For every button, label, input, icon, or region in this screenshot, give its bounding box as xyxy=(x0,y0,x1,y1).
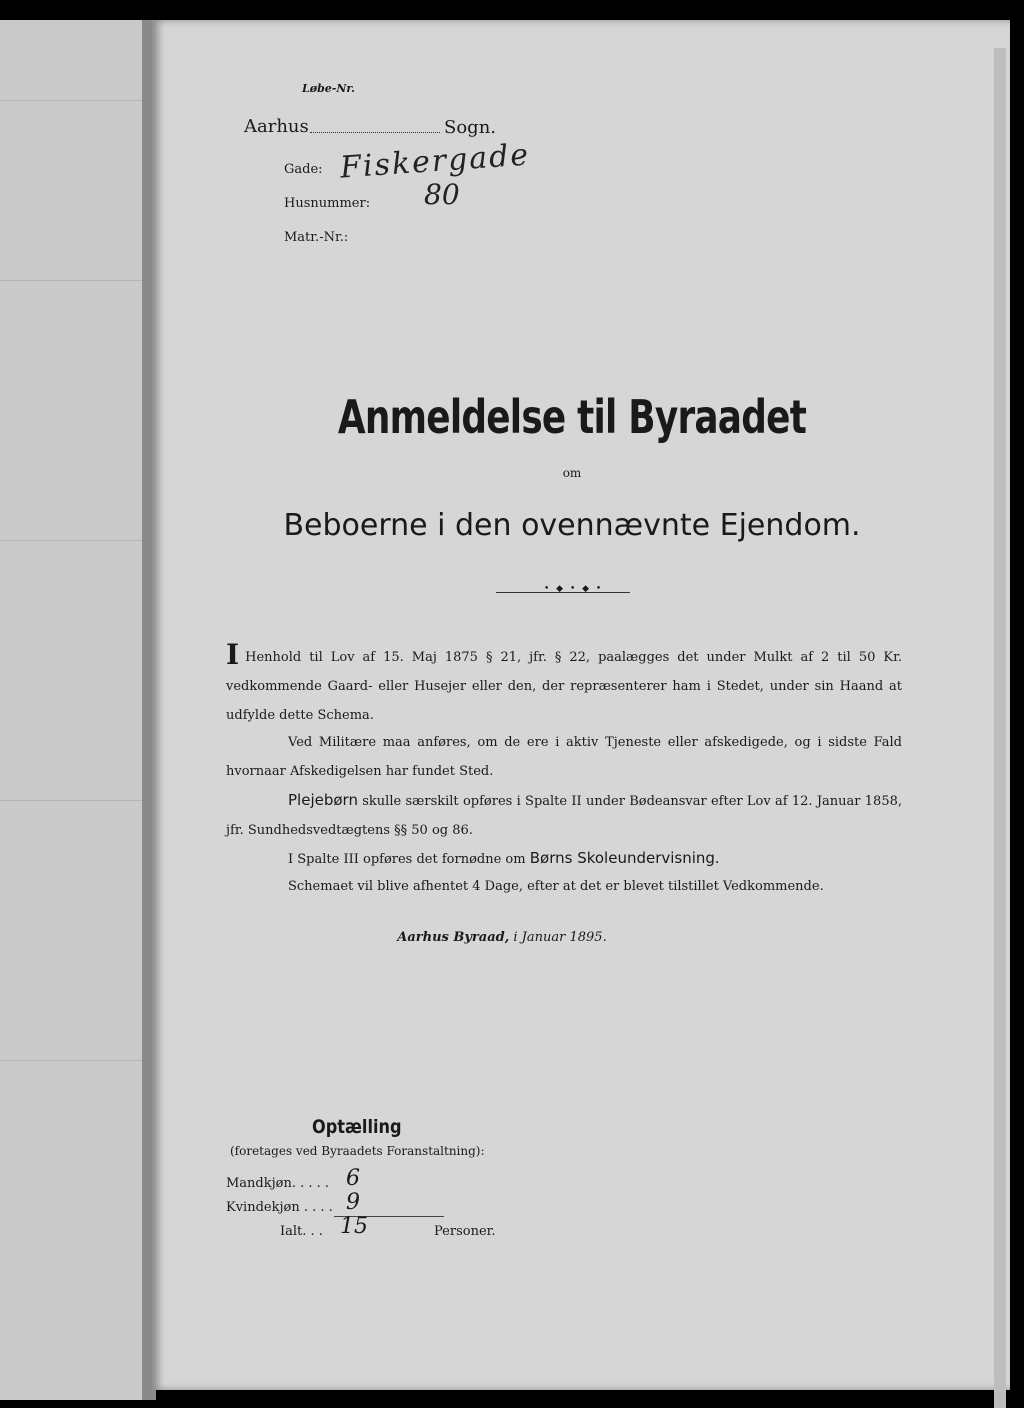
paragraph-1-text: Henhold til Lov af 15. Maj 1875 § 21, jfr. § 22, paalægges det under Mulkt af 2 til 50 Kr. vedkommende Gaard- eller Husejer eller den, der repræsenterer ham i Stedet, under sin Haand at udfylde dette Schema. xyxy=(226,650,902,723)
ornament-dots: • ◆ • ◆ • xyxy=(544,584,604,594)
paragraph-4-lead: Børns Skoleundervisning. xyxy=(529,849,720,867)
page-edge xyxy=(994,48,1006,1408)
sogn-dotted-line xyxy=(310,132,440,133)
document-subtitle: Beboerne i den ovennævnte Ejendom. xyxy=(283,508,861,543)
matr-nr-label: Matr.-Nr.: xyxy=(284,230,349,245)
female-label: Kvindekjøn . . . . xyxy=(226,1200,333,1215)
male-handwritten-value: 6 xyxy=(346,1166,360,1191)
paragraph-5: Schemaet vil blive afhentet 4 Dage, efter at det er blevet tilstillet Vedkommende. xyxy=(288,879,824,894)
signature-line xyxy=(152,930,852,945)
paragraph-2: Ved Militære maa anføres, om de ere i aktiv Tjeneste eller afskedigede, og i sidste Fald hvornaar Afskedigelsen har fundet Sted. xyxy=(226,735,902,779)
paragraph-3-text: skulle særskilt opføres i Spalte II under Bødeansvar efter Lov af 12. Januar 1858, jfr. Sundhedsvedtægtens §§ 50 og 86. xyxy=(226,794,902,838)
gade-handwritten-value: Fiskergade xyxy=(339,137,532,186)
lobe-nr-label: Løbe-Nr. xyxy=(302,82,355,95)
male-label: Mandkjøn. . . . . xyxy=(226,1176,330,1191)
paragraph-4-text: I Spalte III opføres det fornødne om xyxy=(288,852,526,867)
count-title: Optælling xyxy=(312,1116,402,1138)
count-row-total xyxy=(280,1214,496,1239)
left-page xyxy=(0,20,144,1400)
persons-label: Personer. xyxy=(434,1224,496,1239)
count-row-male xyxy=(226,1166,360,1191)
form-page xyxy=(152,20,1010,1390)
signature-org: Aarhus Byraad, xyxy=(397,930,510,945)
document-title: Anmeldelse til Byraadet xyxy=(337,390,807,444)
husnummer-label: Husnummer: xyxy=(284,196,371,211)
sogn-label: Sogn. xyxy=(444,117,497,138)
om-connector: om xyxy=(562,466,582,480)
female-handwritten-value: 9 xyxy=(346,1190,360,1215)
gade-label: Gade: xyxy=(284,162,323,177)
paragraph-3-lead: Plejebørn xyxy=(288,791,358,809)
paragraph-1 xyxy=(226,640,902,730)
paragraph-4 xyxy=(226,844,902,874)
husnummer-handwritten-value: 80 xyxy=(424,178,460,211)
paragraph-3 xyxy=(226,786,902,845)
count-row-female xyxy=(226,1190,360,1215)
signature-date: i Januar 1895. xyxy=(513,930,607,945)
paragraph-1-dropcap: I xyxy=(226,638,240,671)
city-label: Aarhus xyxy=(244,116,309,137)
total-label: Ialt. . . xyxy=(280,1224,323,1239)
total-handwritten-value: 15 xyxy=(340,1214,368,1239)
count-subtitle: (foretages ved Byraadets Foranstaltning): xyxy=(230,1144,485,1158)
